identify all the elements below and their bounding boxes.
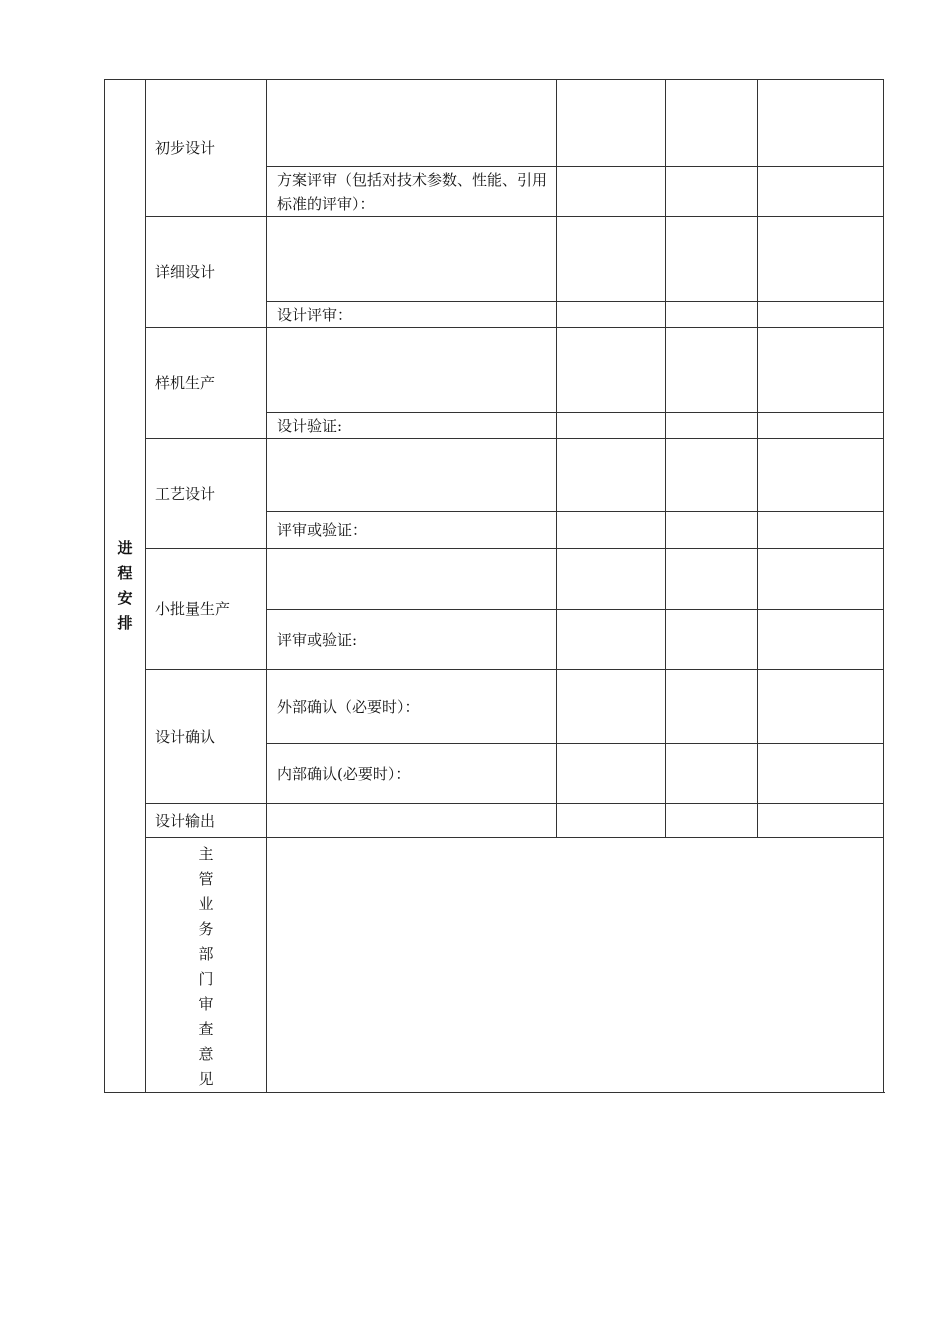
opinion-label-char: 意 [198, 1045, 214, 1063]
table-cell[interactable] [557, 610, 666, 670]
table-cell[interactable] [557, 328, 666, 413]
schedule-label-char: 进 [117, 539, 133, 557]
table-cell[interactable] [557, 804, 666, 838]
preliminary-design-content-cell[interactable] [267, 80, 557, 167]
design-review-cell[interactable]: 设计评审： [267, 302, 557, 328]
table-cell[interactable] [666, 167, 758, 217]
schedule-label-char: 排 [117, 614, 133, 632]
stage-prototype-production: 样机生产 [146, 328, 267, 439]
opinion-label-char: 务 [198, 920, 214, 938]
table-cell[interactable] [557, 167, 666, 217]
table-cell[interactable] [666, 610, 758, 670]
opinion-label-char: 主 [198, 845, 214, 863]
table-cell[interactable] [557, 549, 666, 610]
table-cell[interactable] [758, 167, 884, 217]
table-cell[interactable] [758, 549, 884, 610]
table-cell[interactable] [557, 302, 666, 328]
prototype-content-cell[interactable] [267, 328, 557, 413]
table-cell[interactable] [666, 413, 758, 439]
opinion-label-char: 审 [198, 995, 214, 1013]
opinion-label-char: 见 [198, 1070, 214, 1088]
table-cell[interactable] [758, 744, 884, 804]
table-cell[interactable] [758, 328, 884, 413]
table-cell[interactable] [758, 512, 884, 549]
external-confirmation-cell[interactable]: 外部确认（必要时）： [267, 670, 557, 744]
table-cell[interactable] [758, 670, 884, 744]
design-verification-cell[interactable]: 设计验证: [267, 413, 557, 439]
opinion-label-char: 门 [198, 970, 214, 988]
table-cell[interactable] [557, 413, 666, 439]
stage-design-output: 设计输出 [146, 804, 267, 838]
scheme-review-cell[interactable]: 方案评审（包括对技术参数、性能、引用标准的评审）： [267, 167, 557, 217]
table-cell[interactable] [758, 610, 884, 670]
table-cell[interactable] [666, 439, 758, 512]
design-output-content-cell[interactable] [267, 804, 557, 838]
schedule-section-label [105, 80, 146, 1093]
department-opinion-content[interactable] [267, 838, 884, 1093]
table-cell[interactable] [557, 744, 666, 804]
small-batch-review-cell[interactable]: 评审或验证: [267, 610, 557, 670]
table-cell[interactable] [666, 328, 758, 413]
table-cell[interactable] [758, 439, 884, 512]
table-cell[interactable] [557, 217, 666, 302]
opinion-label-char: 业 [198, 895, 214, 913]
table-cell[interactable] [758, 217, 884, 302]
table-cell[interactable] [557, 439, 666, 512]
table-cell[interactable] [666, 804, 758, 838]
table-cell[interactable] [557, 80, 666, 167]
detailed-design-content-cell[interactable] [267, 217, 557, 302]
process-design-content-cell[interactable] [267, 439, 557, 512]
opinion-label-char: 查 [198, 1020, 214, 1038]
table-cell[interactable] [666, 512, 758, 549]
stage-design-confirmation: 设计确认 [146, 670, 267, 804]
schedule-label-char: 安 [117, 589, 133, 607]
process-review-cell[interactable]: 评审或验证： [267, 512, 557, 549]
internal-confirmation-cell[interactable]: 内部确认(必要时）： [267, 744, 557, 804]
table-cell[interactable] [666, 80, 758, 167]
schedule-label-char: 程 [117, 564, 133, 582]
table-cell[interactable] [758, 80, 884, 167]
table-cell[interactable] [666, 302, 758, 328]
table-cell[interactable] [557, 512, 666, 549]
table-cell[interactable] [557, 670, 666, 744]
stage-process-design: 工艺设计 [146, 439, 267, 549]
stage-small-batch-production: 小批量生产 [146, 549, 267, 670]
department-opinion-label [146, 838, 267, 1093]
table-cell[interactable] [666, 217, 758, 302]
stage-preliminary-design: 初步设计 [146, 80, 267, 217]
table-cell[interactable] [666, 549, 758, 610]
opinion-label-char: 部 [198, 945, 214, 963]
table-cell[interactable] [758, 413, 884, 439]
table-cell[interactable] [758, 302, 884, 328]
table-cell[interactable] [758, 804, 884, 838]
opinion-label-char: 管 [198, 870, 214, 888]
project-schedule-form [104, 79, 884, 1093]
table-cell[interactable] [666, 744, 758, 804]
table-cell[interactable] [666, 670, 758, 744]
small-batch-content-cell[interactable] [267, 549, 557, 610]
stage-detailed-design: 详细设计 [146, 217, 267, 328]
